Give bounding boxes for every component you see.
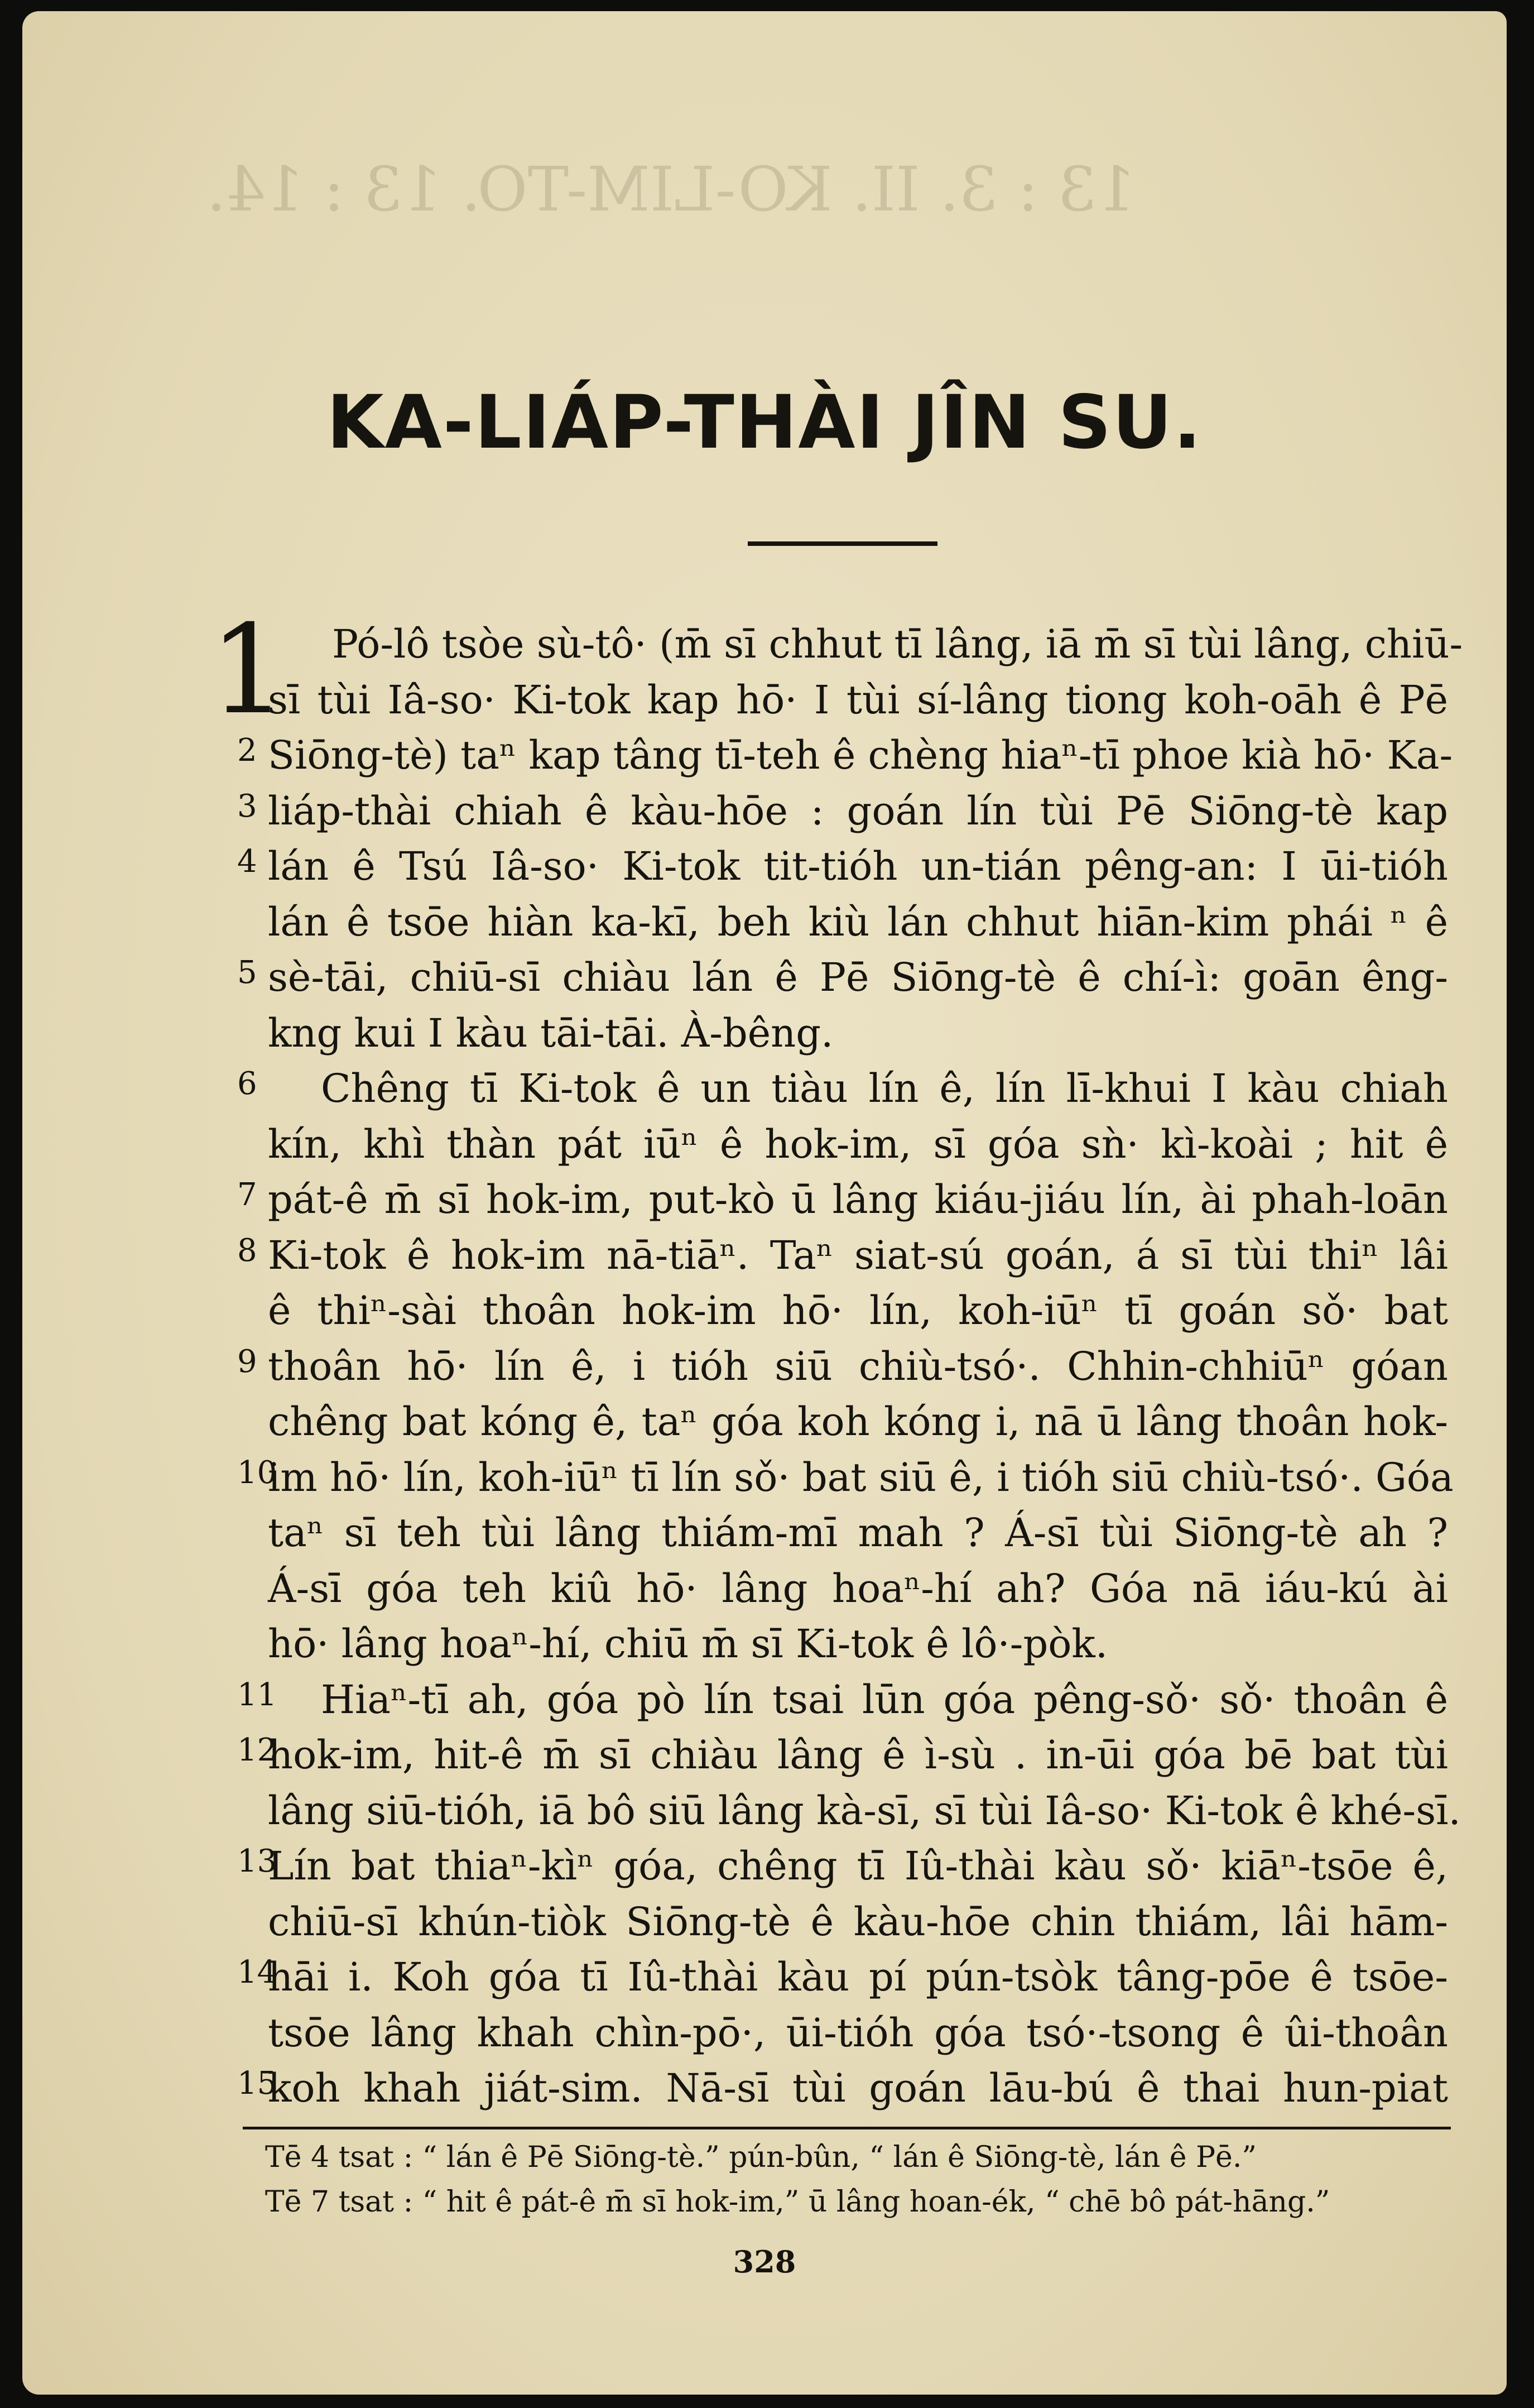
page-title: KA-LIÁP-THÀI JÎN SU. (326, 380, 1203, 466)
text-line: hō· lâng hoaⁿ-hí, chiū m̄ sī Ki-tok ê lô·-pòk. (268, 1621, 1108, 1667)
text-line: liáp-thài chiah ê kàu-hōe : goán lín tùi Pē Siōng-tè kap (268, 788, 1448, 834)
title-rule (748, 541, 937, 546)
text-line: hāi i. Koh góa tī Iû-thài kàu pí pún-tsòk tâng-pōe ê tsōe- (268, 1954, 1448, 2000)
text-line: sī tùi Iâ-so· Ki-tok kap hō· I tùi sí-lâng tiong koh-oāh ê Pē (268, 677, 1448, 723)
verse-number: 7 (237, 1177, 257, 1213)
text-line: im hō· lín, koh-iūⁿ tī lín sǒ· bat siū ê, i tióh siū chiù-tsó·. Góa (268, 1454, 1454, 1500)
text-line: lán ê Tsú Iâ-so· Ki-tok tit-tióh un-tián pêng-an: I ūi-tióh (268, 843, 1448, 889)
book-page (22, 11, 1507, 2395)
text-line: sè-tāi, chiū-sī chiàu lán ê Pē Siōng-tè ê chí-ì: goān êng- (268, 954, 1448, 1000)
verse-number: 12 (237, 1732, 277, 1768)
footnote-rule (243, 2127, 1451, 2129)
text-line: kín, khì thàn pát iūⁿ ê hok-im, sī góa sǹ· kì-koài ; hit ê (268, 1121, 1448, 1167)
verse-number: 13 (237, 1843, 277, 1879)
text-line: tsōe lâng khah chìn-pō·, ūi-tióh góa tsó·-tsong ê ûi-thoân (268, 2009, 1448, 2056)
chapter-number: 1 (209, 598, 287, 741)
verse-number: 6 (237, 1066, 257, 1102)
text-body (268, 617, 1463, 2117)
text-line: Chêng tī Ki-tok ê un tiàu lín ê, lín lī-khui I kàu chiah (321, 1066, 1448, 1111)
verse-number: 5 (237, 954, 257, 991)
text-line: taⁿ sī teh tùi lâng thiám-mī mah ? Á-sī tùi Siōng-tè ah ? (268, 1510, 1448, 1556)
text-line: chiū-sī khún-tiòk Siōng-tè ê kàu-hōe chin thiám, lâi hām- (268, 1898, 1448, 1945)
text-line: koh khah jiát-sim. Nā-sī tùi goán lāu-bú ê thai hun-piat (268, 2065, 1448, 2111)
verse-number: 2 (237, 732, 257, 769)
text-line: ê thiⁿ-sài thoân hok-im hō· lín, koh-iūⁿ tī goán sǒ· bat (268, 1288, 1448, 1333)
bleed-through-header: 13 : 3. II. KO-LIM-TO. 13 : 14. (206, 154, 1136, 225)
text-line: thoân hō· lín ê, i tióh siū chiù-tsó·. Chhin-chhiūⁿ góan (268, 1343, 1448, 1389)
text-line: kng kui I kàu tāi-tāi. À-bêng. (268, 1010, 834, 1056)
text-line: Ki-tok ê hok-im nā-tiāⁿ. Taⁿ siat-sú goán, á sī tùi thiⁿ lâi (268, 1232, 1448, 1278)
verse-number: 9 (237, 1343, 257, 1380)
text-line: Siōng-tè) taⁿ kap tâng tī-teh ê chèng hiaⁿ-tī phoe kià hō· Ka- (268, 732, 1453, 778)
verse-number: 10 (237, 1454, 277, 1491)
page-number: 328 (733, 2244, 796, 2280)
text-line: chêng bat kóng ê, taⁿ góa koh kóng i, nā ū lâng thoân hok- (268, 1399, 1448, 1445)
text-line: Lín bat thiaⁿ-kìⁿ góa, chêng tī Iû-thài kàu sǒ· kiāⁿ-tsōe ê, (268, 1843, 1448, 1889)
text-line: lâng siū-tióh, iā bô siū lâng kà-sī, sī tùi Iâ-so· Ki-tok ê khé-sī. (268, 1787, 1461, 1834)
verse-number: 8 (237, 1232, 257, 1269)
text-line: Pó-lô tsòe sù-tô· (m̄ sī chhut tī lâng, iā m̄ sī tùi lâng, chiū- (332, 621, 1463, 667)
verse-number: 14 (237, 1954, 277, 1990)
verse-number: 3 (237, 788, 257, 824)
verse-number: 15 (237, 2065, 277, 2102)
footnote: Tē 4 tsat : “ lán ê Pē Siōng-tè.” pún-bûn, “ lán ê Siōng-tè, lán ê Pē.” (265, 2141, 1257, 2174)
footnote: Tē 7 tsat : “ hit ê pát-ê m̄ sī hok-im,” ū lâng hoan-ék, “ chē bô pát-hāng.” (265, 2185, 1330, 2219)
text-line: lán ê tsōe hiàn ka-kī, beh kiù lán chhut hiān-kim phái ⁿ ê (268, 899, 1448, 945)
verse-number: 11 (237, 1676, 277, 1713)
text-line: pát-ê m̄ sī hok-im, put-kò ū lâng kiáu-jiáu lín, ài phah-loān (268, 1177, 1448, 1222)
text-line: hok-im, hit-ê m̄ sī chiàu lâng ê ì-sù . in-ūi góa bē bat tùi (268, 1732, 1448, 1778)
text-line: Hiaⁿ-tī ah, góa pò lín tsai lūn góa pêng-sǒ· sǒ· thoân ê (321, 1676, 1448, 1723)
text-line: Á-sī góa teh kiû hō· lâng hoaⁿ-hí ah? Góa nā iáu-kú ài (268, 1565, 1448, 1611)
verse-number: 4 (237, 843, 257, 880)
